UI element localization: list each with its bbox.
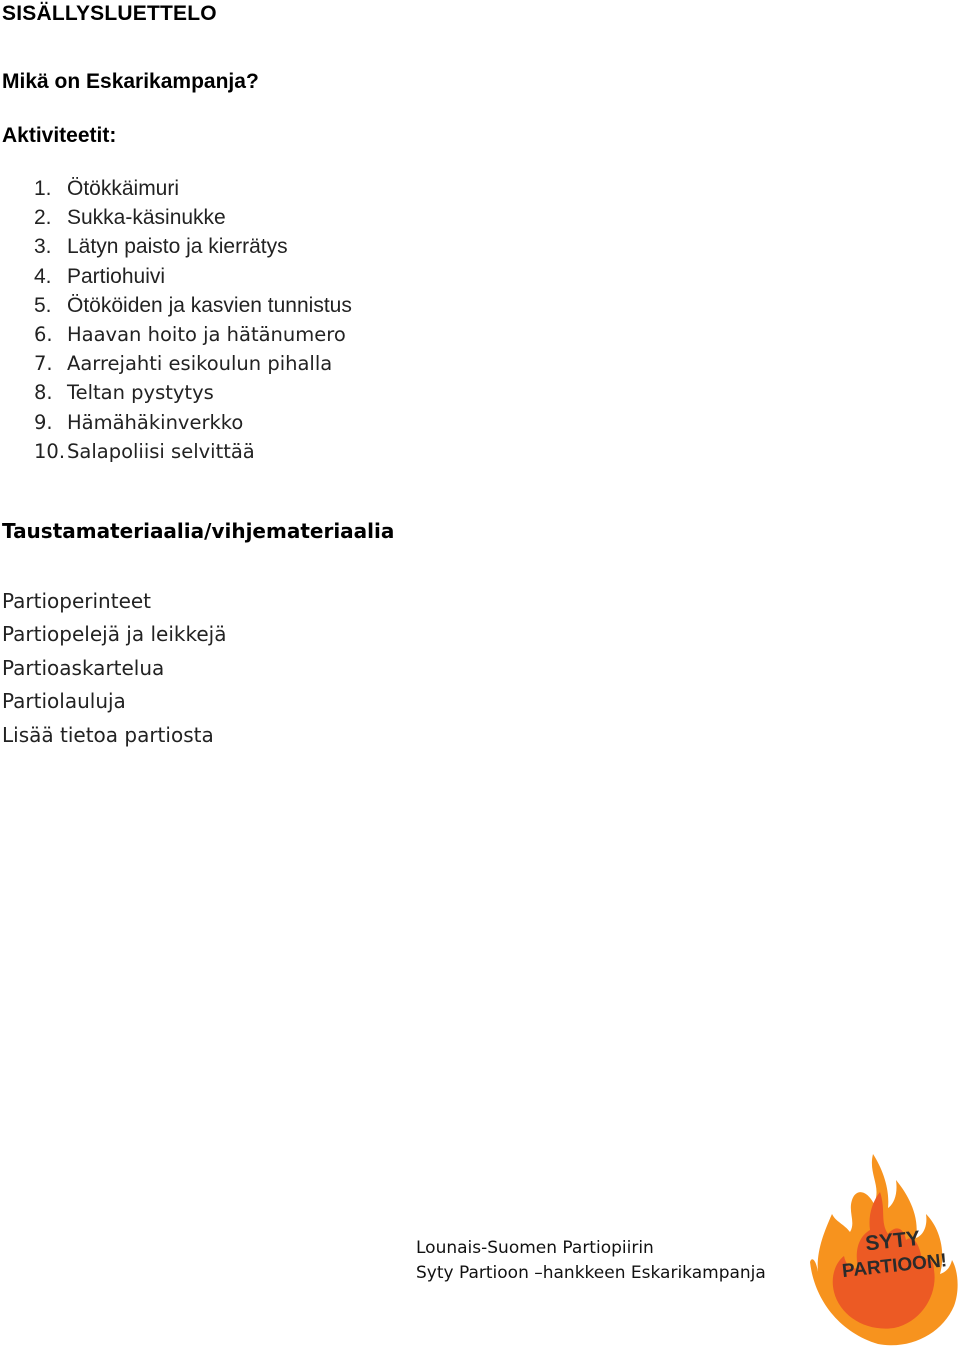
- activity-number: 4.: [34, 264, 52, 288]
- background-material-list: [2, 585, 226, 752]
- logo-text-line1: SYTY: [864, 1226, 922, 1256]
- activity-label: Ötököiden ja kasvien tunnistus: [67, 293, 352, 317]
- footer-organization: Lounais-Suomen Partiopiirin: [416, 1238, 654, 1258]
- activity-label: Ötökkäimuri: [67, 177, 180, 200]
- activity-number: 8.: [34, 381, 53, 405]
- activity-number: 2.: [34, 206, 52, 230]
- activity-label: Haavan hoito ja hätänumero: [67, 322, 346, 346]
- activity-number: 5.: [34, 293, 52, 317]
- footer: [416, 1236, 766, 1286]
- activity-label: Lätyn paisto ja kierrätys: [67, 235, 288, 259]
- activity-number: 10.: [34, 439, 66, 463]
- logo-text-line2: PARTIOON!: [841, 1250, 948, 1283]
- background-material-item: Lisää tietoa partiosta: [2, 722, 214, 747]
- activity-number: 1.: [34, 177, 52, 200]
- activity-number: 3.: [34, 235, 52, 259]
- activity-label: Hämähäkinverkko: [67, 410, 244, 434]
- activity-number: 9.: [34, 410, 53, 434]
- activity-number: 7.: [34, 352, 53, 376]
- background-material-item: Partioaskartelua: [2, 655, 165, 680]
- background-material-item: Partiolauluja: [2, 689, 126, 714]
- background-material-item: Partioperinteet: [2, 589, 152, 613]
- footer-campaign: Syty Partioon –hankkeen Eskarikampanja: [416, 1263, 766, 1283]
- activity-label: Aarrejahti esikoulun pihalla: [67, 352, 333, 376]
- background-material-heading: Taustamateriaalia/vihjemateriaalia: [2, 519, 395, 543]
- page-title: SISÄLLYSLUETTELO: [2, 2, 217, 25]
- activity-label: Salapoliisi selvittää: [67, 439, 255, 463]
- what-is-heading: Mikä on Eskarikampanja?: [2, 70, 259, 93]
- activity-label: Sukka-käsinukke: [67, 206, 226, 230]
- activity-number: 6.: [34, 322, 53, 346]
- activity-label: Teltan pystytys: [67, 381, 214, 405]
- flame-logo-icon: [810, 1152, 960, 1347]
- background-material-item: Partiopelejä ja leikkejä: [2, 622, 227, 647]
- activities-heading: Aktiviteetit:: [2, 124, 117, 147]
- activity-label: Partiohuivi: [67, 264, 166, 288]
